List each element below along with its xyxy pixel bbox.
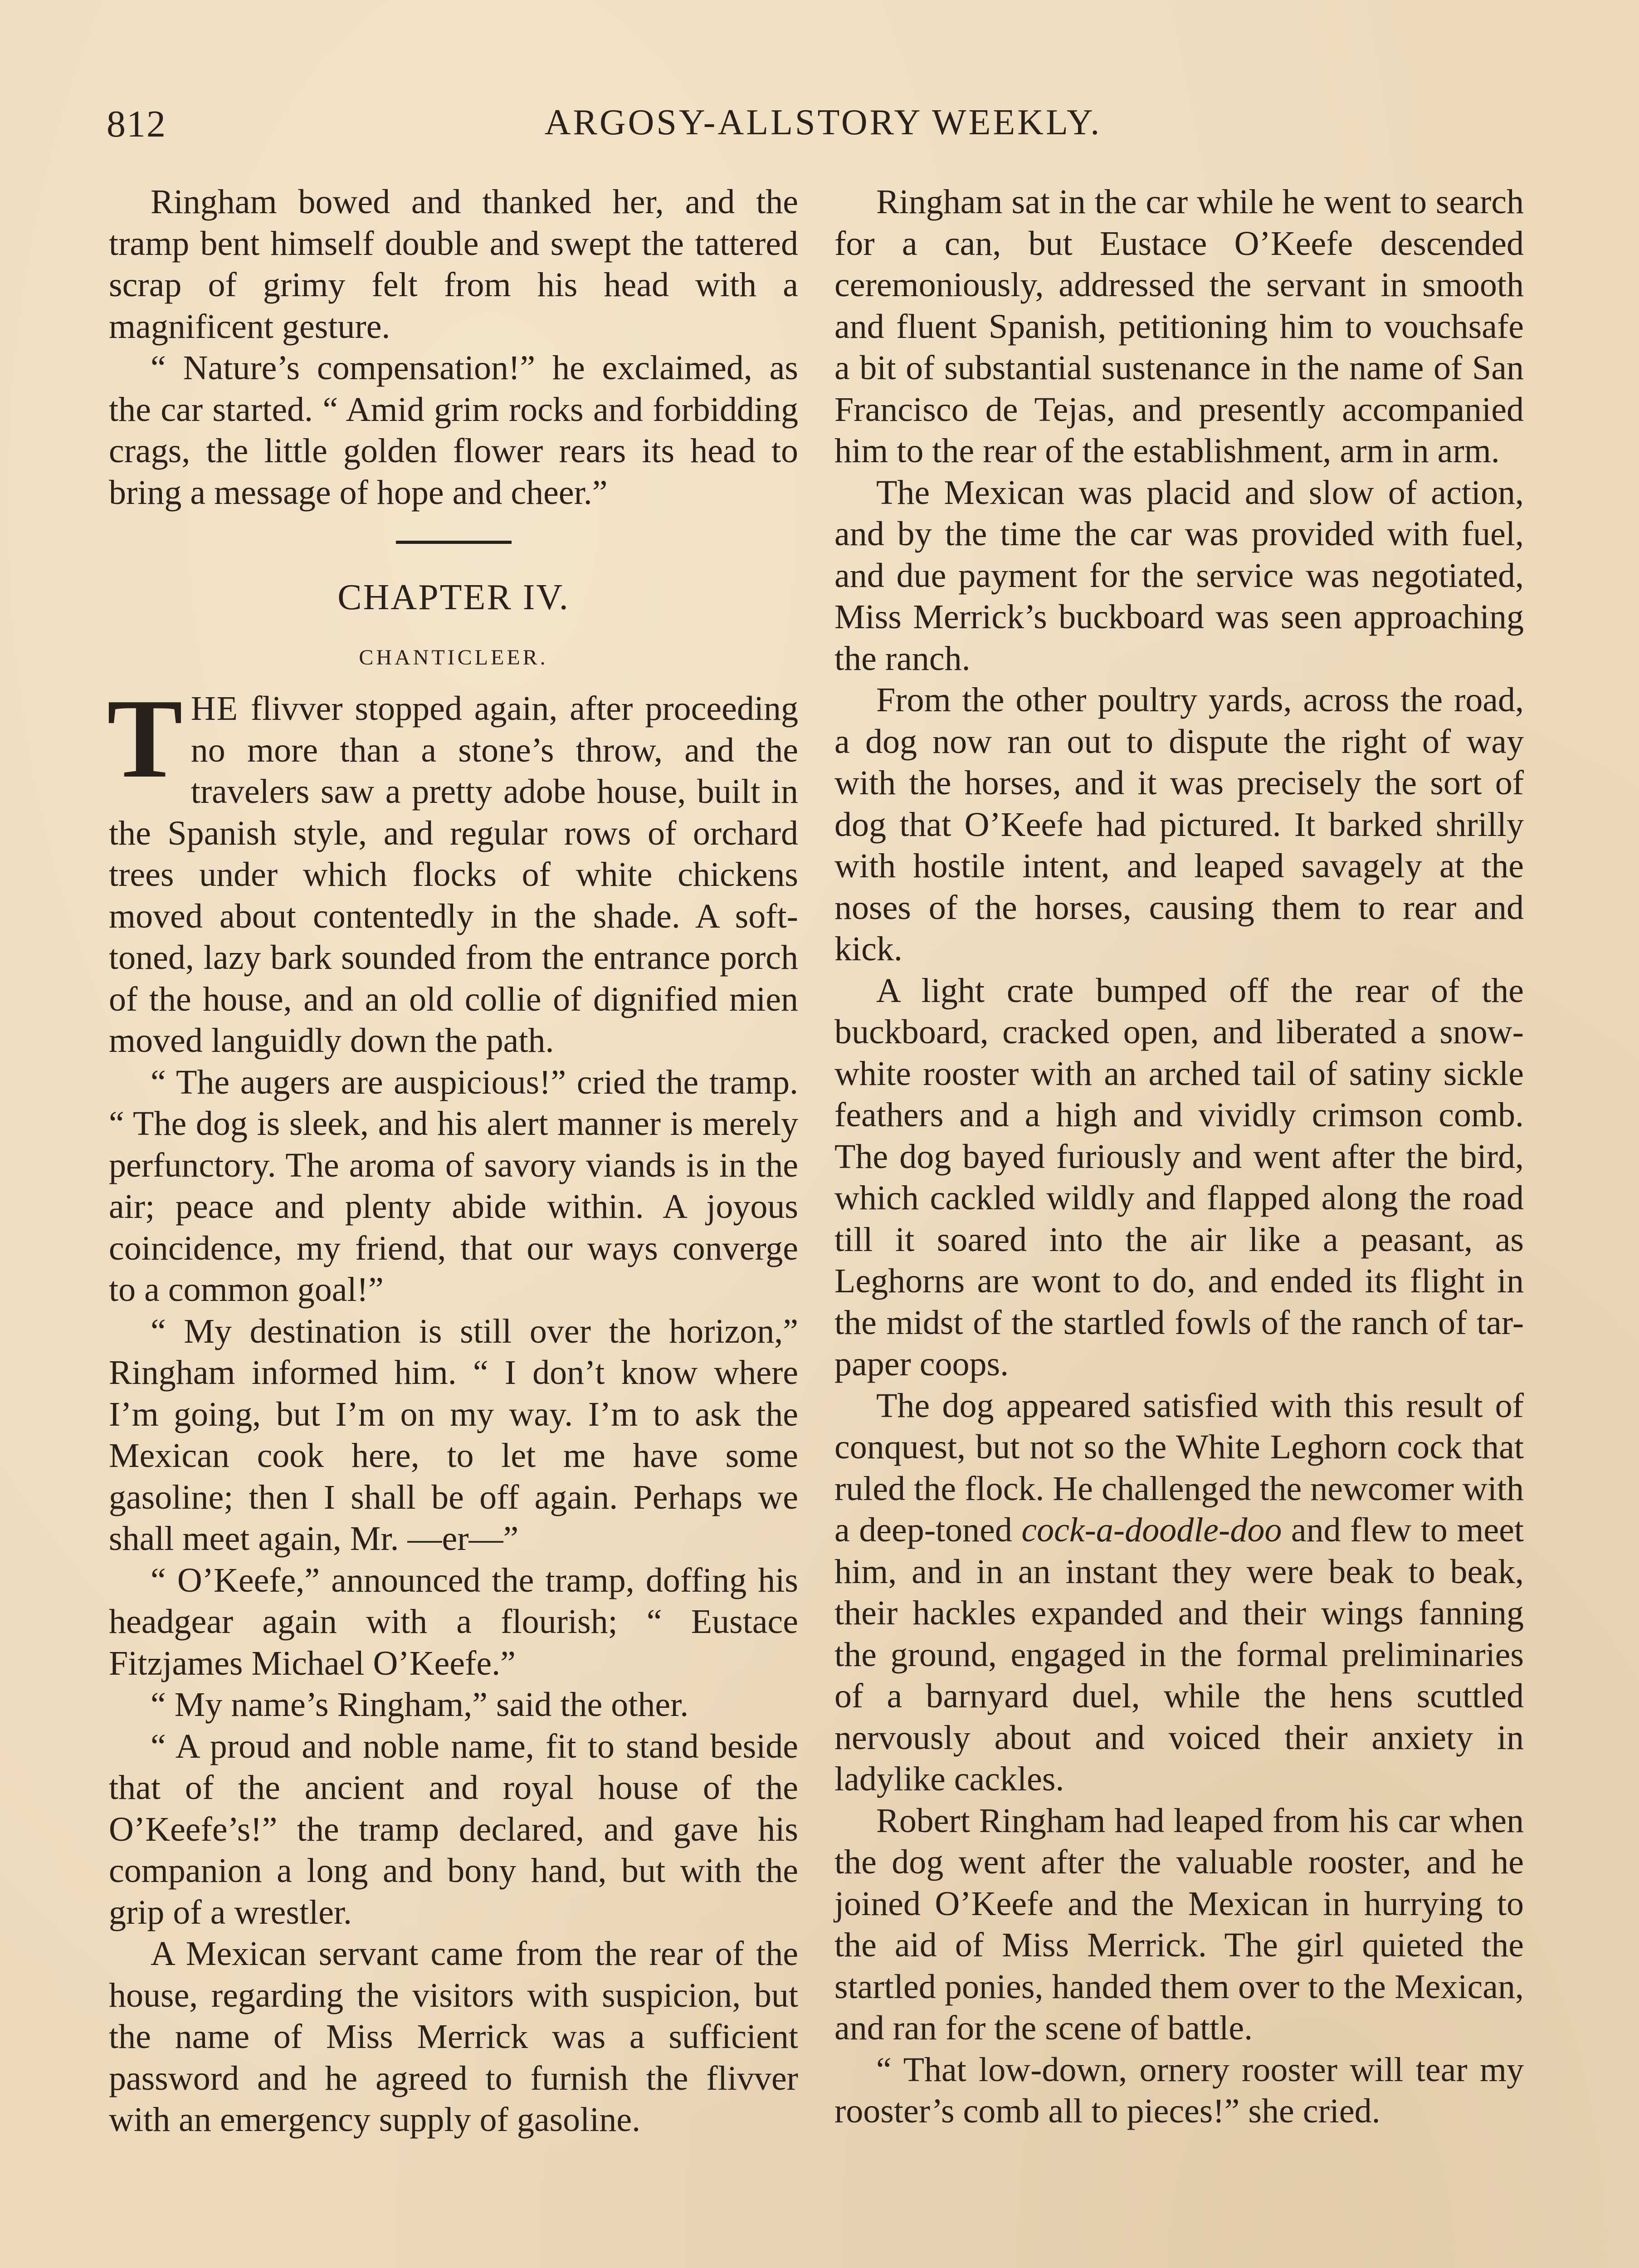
paragraph: “ Nature’s compensation!” he exclaimed, as the car started. “ Amid grim rocks and forbidding crags, the little golden flower rears its head to bring a message of hope and cheer.” (109, 349, 798, 512)
chapter-subtitle: CHANTICLEER. (359, 645, 548, 670)
paragraph: “ A proud and noble name, fit to stand beside that of the ancient and royal house of the O’Keefe’s!” the tramp declared, and gave his companion a long and bony hand, but with the grip of a wrestler. (109, 1727, 798, 1931)
paragraph: Ringham sat in the car while he went to search for a can, but Eustace O’Keefe descended ceremoniously, addressed the servant in smooth and fluent Spanish, petitioning him to vouchsafe a bit of substantial sustenance in the name of San Francisco de Tejas, and presently accompanied him to the rear of the establishment, arm in arm. (834, 183, 1524, 470)
opening-smallcaps: HE (190, 689, 239, 728)
left-column (109, 181, 798, 2141)
page-number: 812 (107, 103, 166, 145)
running-head: ARGOSY-ALLSTORY WEEKLY. (544, 103, 1102, 142)
text-run: and flew to meet him, and in an instant they were beak to beak, their hackles expanded and their wings fanning the ground, engaged in the formal preliminaries of a barnyard duel, while the hens scuttled nervously about and voiced their anxiety in ladylike cackles. (834, 1511, 1524, 1798)
italic-text: cock-a-doodle-doo (1021, 1511, 1282, 1549)
text-run: The dog appeared satisfied with this result of conquest, but not so the White Leghorn cock that ruled the flock. He challenged the newcomer with a deep-toned (834, 1386, 1524, 1549)
paragraph: A Mexican servant came from the rear of the house, regarding the visitors with suspicion, but the name of Miss Merrick was a sufficient password and he agreed to furnish the flivver with an emergency supply of gasoline. (109, 1935, 798, 2139)
paragraph: “ That low-down, ornery rooster will tear my rooster’s comb all to pieces!” she cried. (834, 2050, 1524, 2130)
opening-text: flivver stopped again, after proceeding no more than a stone’s throw, and the travelers saw a pretty adobe house, built in the Spanish style, and regular rows of orchard trees under which flocks of white chickens moved about contentedly in the shade. A soft-toned, lazy bark sounded from the entrance porch of the house, and an old collie of dignified mien moved languidly down the path. (109, 689, 798, 1060)
paragraph: “ My destination is still over the horizon,” Ringham informed him. “ I don’t know where I’m going, but I’m on my way. I’m to ask the Mexican cook here, to let me have some gasoline; then I shall be off again. Perhaps we shall meet again, Mr. —er—” (109, 1312, 798, 1558)
chapter-title: CHAPTER IV. (337, 577, 570, 617)
drop-cap: T (107, 676, 183, 802)
section-divider (396, 541, 512, 544)
paragraph: “ My name’s Ringham,” said the other. (151, 1686, 689, 1724)
page-header (107, 102, 1540, 156)
paragraph: “ The augers are auspicious!” cried the tramp. “ The dog is sleek, and his alert manner is merely perfunctory. The aroma of savory viands is in the air; peace and plenty abide within. A joyous coincidence, my friend, that our ways converge to a common goal!” (109, 1063, 798, 1309)
paragraph: From the other poultry yards, across the road, a dog now ran out to dispute the right of way with the horses, and it was precisely the sort of dog that O’Keefe had pictured. It barked shrilly with hostile intent, and leaped savagely at the noses of the horses, causing them to rear and kick. (834, 681, 1524, 968)
paragraph: Ringham bowed and thanked her, and the tramp bent himself double and swept the tattered scrap of grimy felt from his head with a magnificent gesture. (109, 183, 798, 346)
paragraph: Robert Ringham had leaped from his car when the dog went after the valuable rooster, and he joined O’Keefe and the Mexican in hurrying to the aid of Miss Merrick. The girl quieted the startled ponies, handed them over to the Mexican, and ran for the scene of battle. (834, 1801, 1524, 2047)
right-column (834, 181, 1524, 2132)
paragraph: “ O’Keefe,” announced the tramp, doffing his headgear again with a flourish; “ Eustace Fitzjames Michael O’Keefe.” (109, 1561, 798, 1682)
paragraph: A light crate bumped off the rear of the buckboard, cracked open, and liberated a snow-white rooster with an arched tail of satiny sickle feathers and a high and vividly crimson comb. The dog bayed furiously and went after the bird, which cackled wildly and flapped along the road till it soared into the air like a peasant, as Leghorns are wont to do, and ended its flight in the midst of the startled fowls of the ranch of tar-paper coops. (834, 971, 1524, 1383)
chapter-opening-paragraph (107, 676, 798, 1062)
paragraph (834, 1385, 1524, 1800)
paragraph: The Mexican was placid and slow of action, and by the time the car was provided with fuel, and due payment for the service was negotiated, Miss Merrick’s buckboard was seen approaching the ranch. (834, 473, 1524, 678)
